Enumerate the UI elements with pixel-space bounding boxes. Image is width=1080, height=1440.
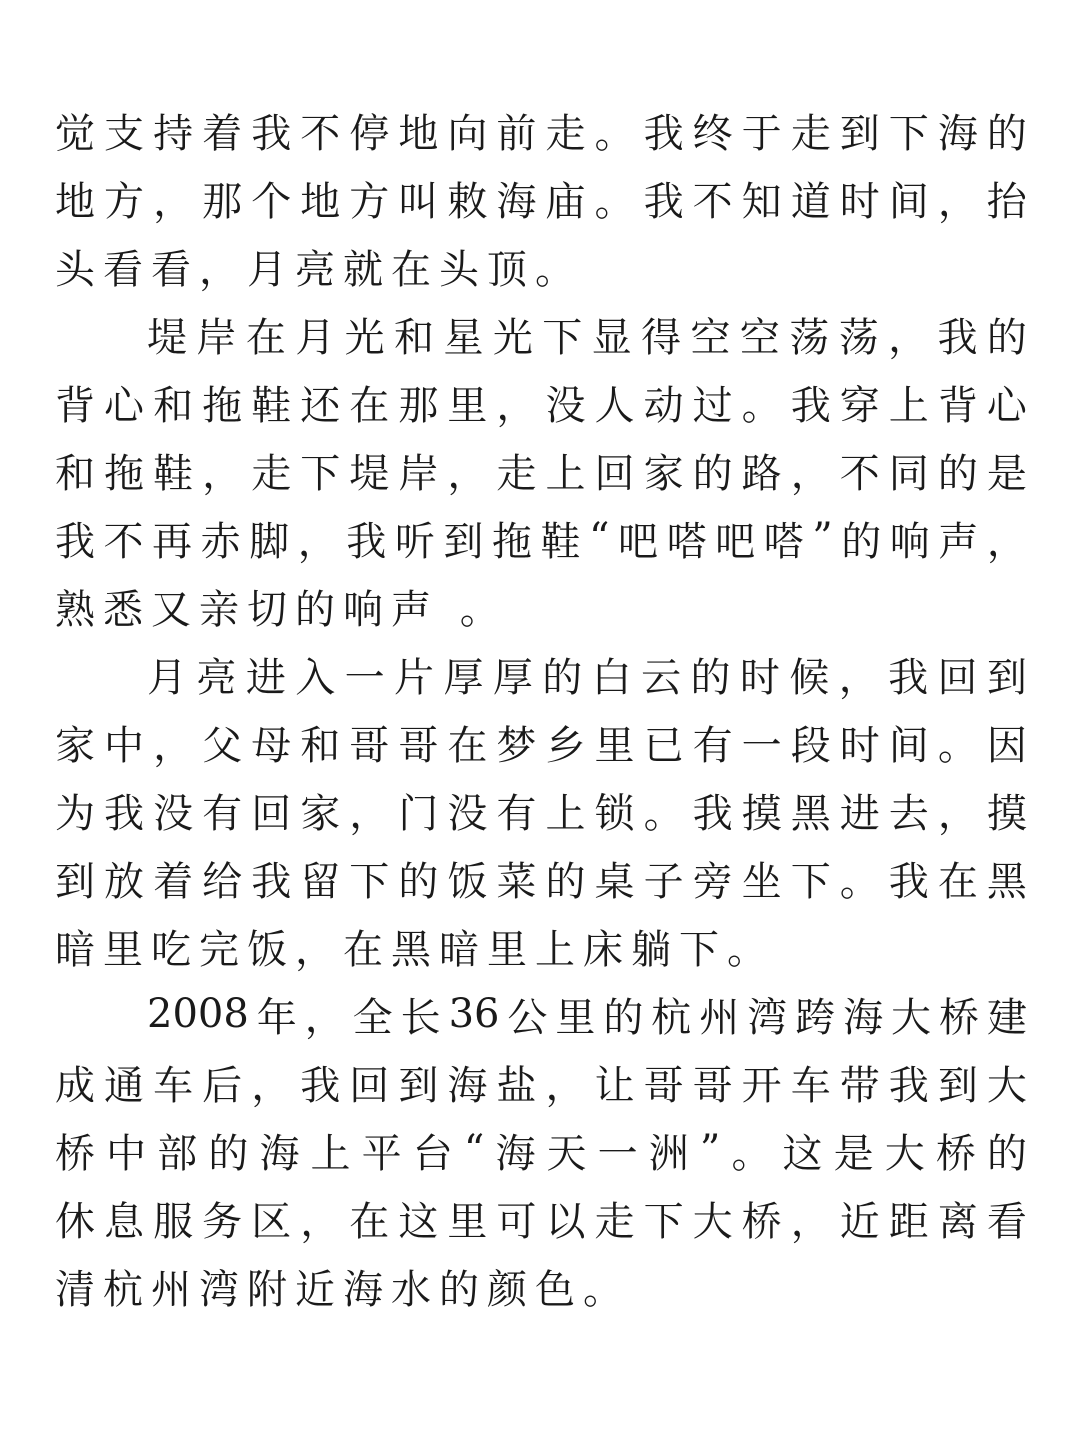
text-line: 月 亮 进 入 一 片 厚 厚 的 白 云 的 时 候 ， 我 回 到 [147, 654, 1027, 701]
text-line: 暗里吃完饭，在黑暗里上床躺下。 [55, 926, 775, 973]
text-line: 我 不 再 赤 脚 ， 我 听 到 拖 鞋 “ 吧 嗒 吧 嗒 ” 的 响 声 ， [55, 515, 1027, 565]
text-line: 家 中 ， 父 母 和 哥 哥 在 梦 乡 里 已 有 一 段 时 间 。 因 [55, 722, 1027, 769]
text-line: 地 方 ， 那 个 地 方 叫 敕 海 庙 。 我 不 知 道 时 间 ， 抬 [55, 178, 1027, 225]
text-line: 堤 岸 在 月 光 和 星 光 下 显 得 空 空 荡 荡 ， 我 的 [147, 314, 1027, 361]
text-line: 头看看，月亮就在头顶。 [55, 246, 583, 293]
text-line: 为 我 没 有 回 家 ， 门 没 有 上 锁 。 我 摸 黑 进 去 ， 摸 [55, 790, 1027, 837]
text-line: 觉 支 持 着 我 不 停 地 向 前 走 。 我 终 于 走 到 下 海 的 [55, 110, 1027, 157]
text-line: 桥 中 部 的 海 上 平 台 “ 海 天 一 洲 ” 。 这 是 大 桥 的 [55, 1127, 1027, 1177]
body-text [55, 96, 1027, 1320]
text-line: 2008 年 ， 全 长 36 公 里 的 杭 州 湾 跨 海 大 桥 建 [147, 991, 1027, 1041]
text-line: 休 息 服 务 区 ， 在 这 里 可 以 走 下 大 桥 ， 近 距 离 看 [55, 1198, 1027, 1245]
text-line: 成 通 车 后 ， 我 回 到 海 盐 ， 让 哥 哥 开 车 带 我 到 大 [55, 1062, 1027, 1109]
text-line: 清杭州湾附近海水的颜色。 [55, 1266, 631, 1313]
text-line: 和 拖 鞋 ， 走 下 堤 岸 ， 走 上 回 家 的 路 ， 不 同 的 是 [55, 450, 1027, 497]
text-line: 背 心 和 拖 鞋 还 在 那 里 ， 没 人 动 过 。 我 穿 上 背 心 [55, 382, 1027, 429]
text-line: 到 放 着 给 我 留 下 的 饭 菜 的 桌 子 旁 坐 下 。 我 在 黑 [55, 858, 1027, 905]
text-line: 熟悉又亲切的响声 。 [55, 586, 508, 633]
